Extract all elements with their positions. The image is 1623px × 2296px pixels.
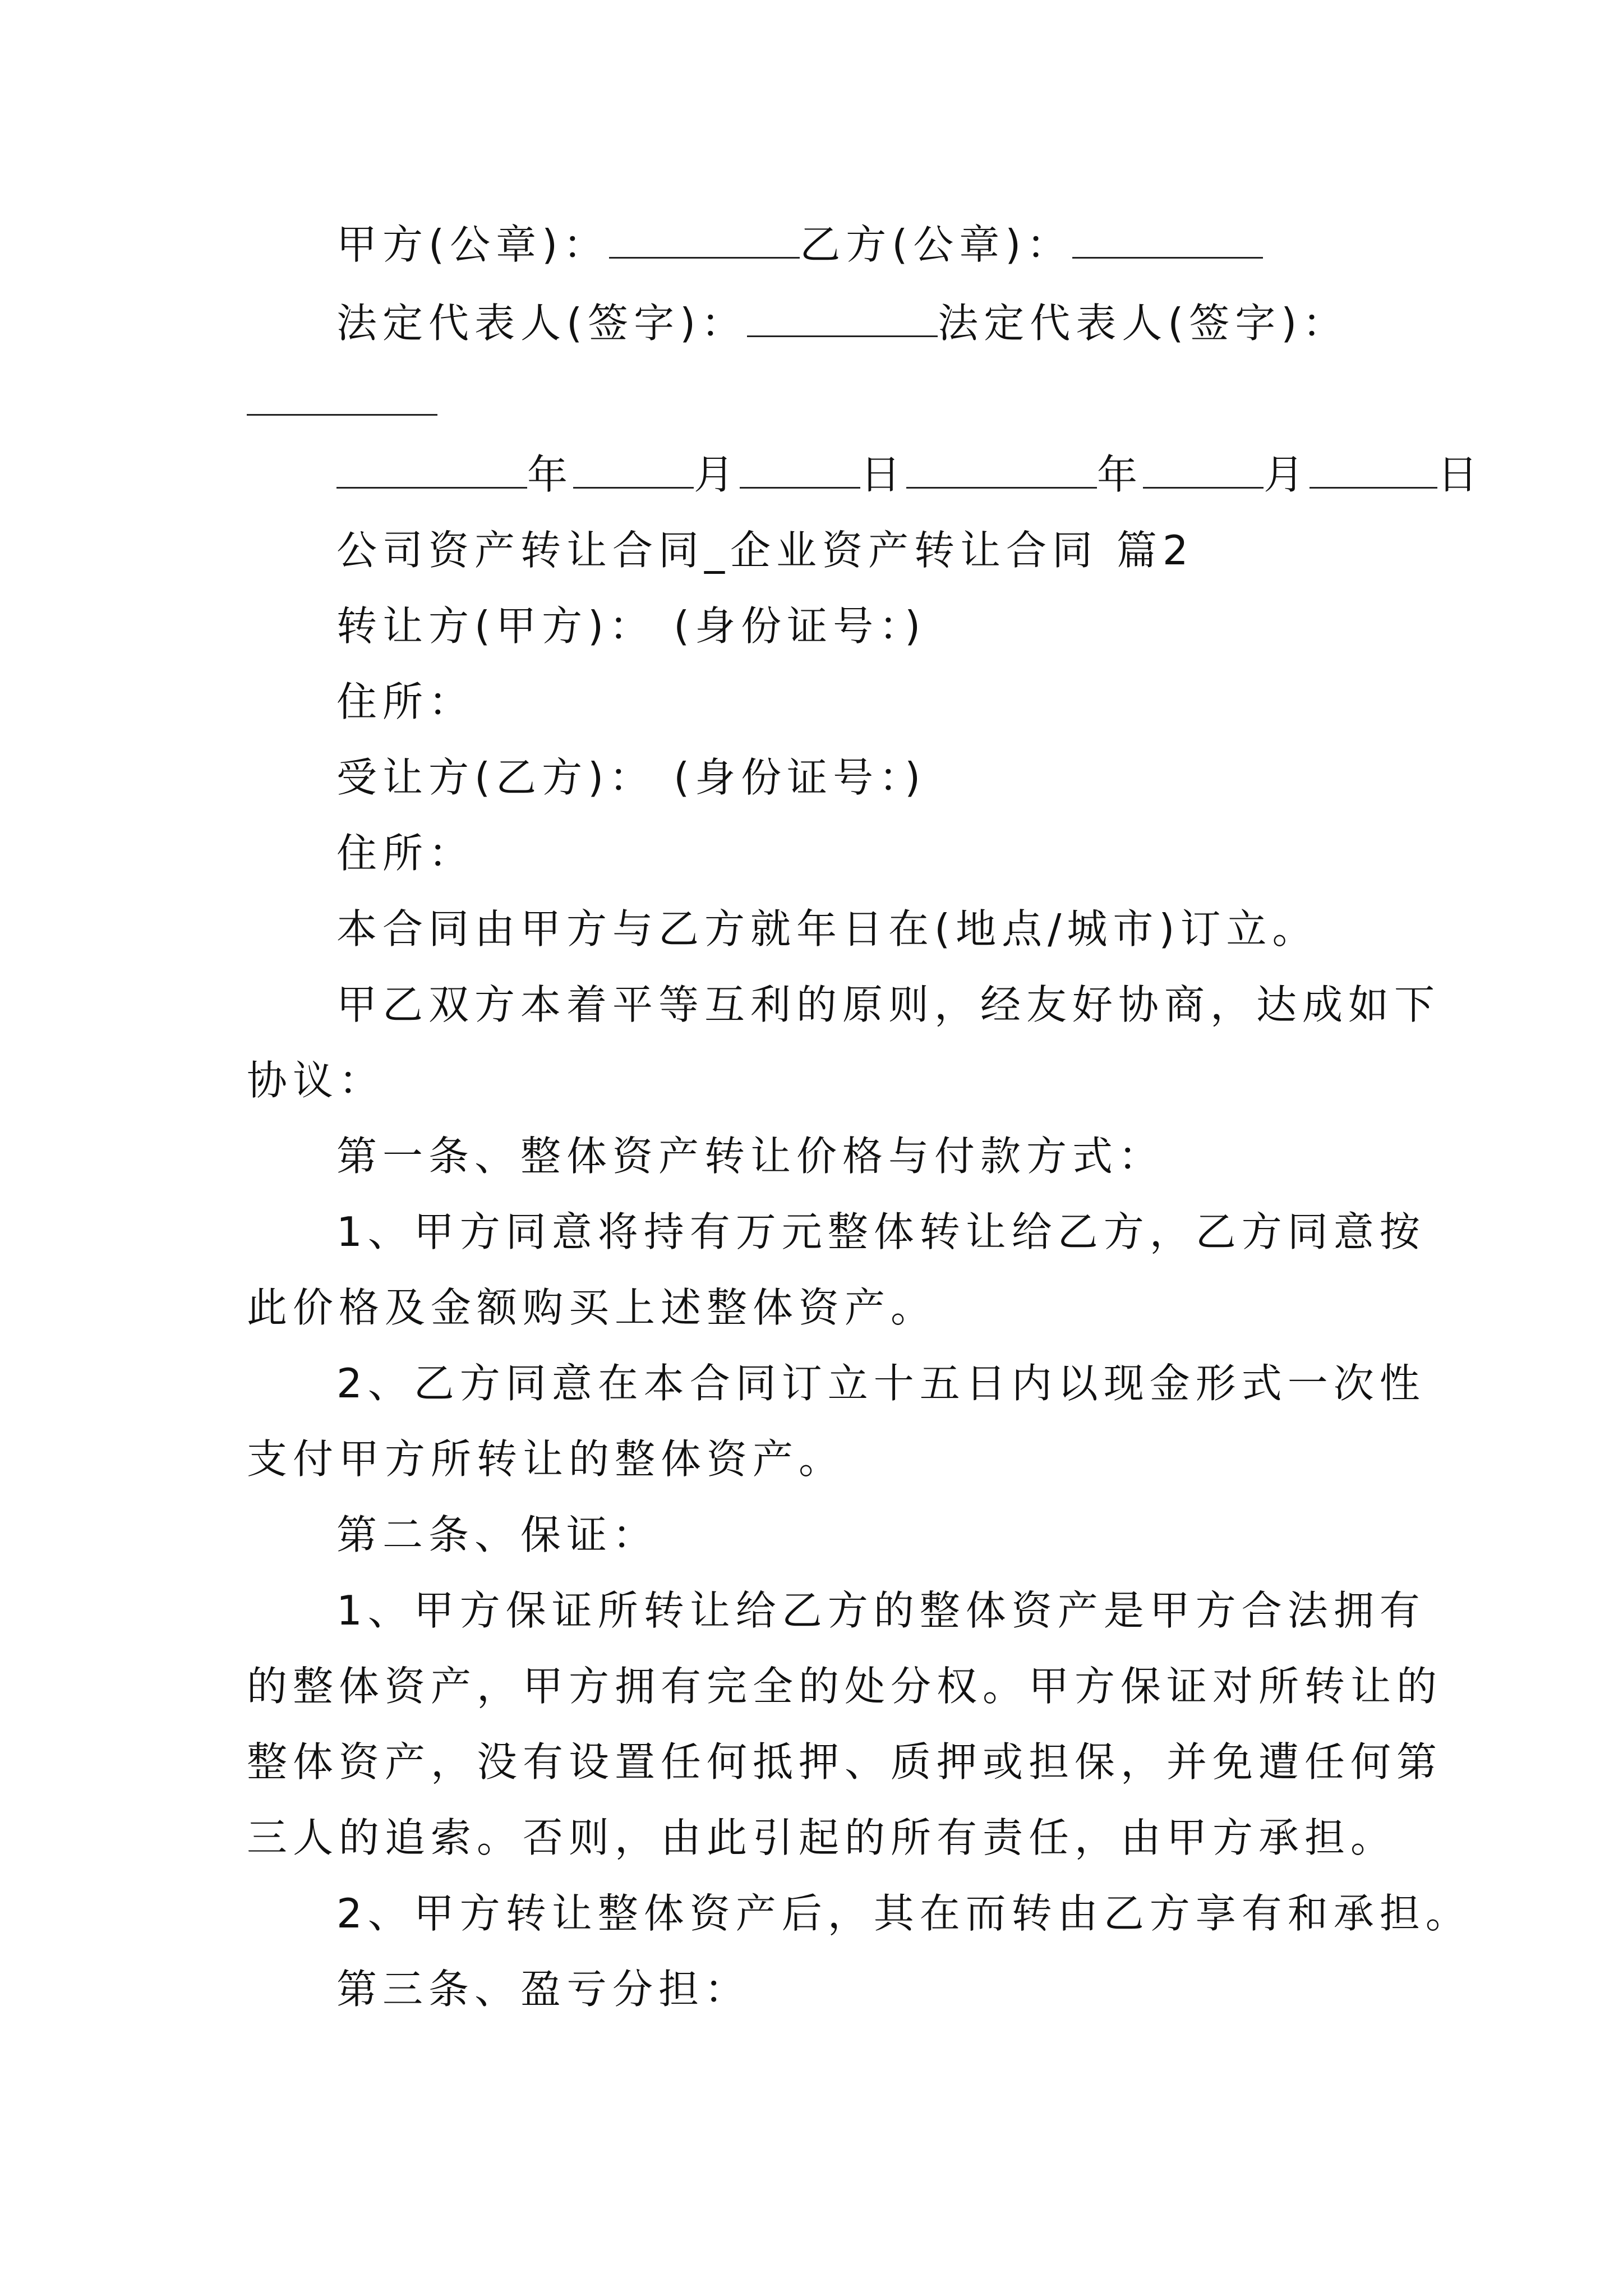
- party-a-seal-blank[interactable]: [609, 218, 800, 259]
- legal-rep-continuation: [247, 374, 437, 430]
- party-a-seal-label: 甲方(公章)：: [336, 221, 610, 268]
- legal-rep-a-blank[interactable]: [747, 296, 938, 337]
- article-1-item-1-line-1: 1、甲方同意将持有万元整体转让给乙方，乙方同意按: [336, 1208, 1426, 1255]
- article-2-item-1-line-4: 三人的追索。否则，由此引起的所有责任，由甲方承担。: [247, 1814, 1397, 1861]
- date-a-year-blank[interactable]: [336, 448, 527, 489]
- legal-rep-b-blank[interactable]: [247, 375, 437, 416]
- date-a-day: 日: [860, 451, 907, 498]
- legal-rep-b-label: 法定代表人(签字)：: [938, 300, 1349, 347]
- date-b-year: 年: [1097, 451, 1144, 498]
- date-b-day: 日: [1437, 451, 1484, 498]
- article-2-title: 第二条、保证：: [336, 1511, 659, 1558]
- article-1-title: 第一条、整体资产转让价格与付款方式：: [336, 1133, 1165, 1180]
- contract-intro: 本合同由甲方与乙方就年日在(地点/城市)订立。: [336, 905, 1318, 953]
- principle-line-2: 协议：: [247, 1057, 385, 1104]
- date-b-month: 月: [1264, 451, 1310, 498]
- seal-line: [336, 217, 1263, 273]
- section-title: 公司资产转让合同_企业资产转让合同 篇2: [336, 527, 1194, 574]
- article-3-title: 第三条、盈亏分担：: [336, 1966, 751, 2013]
- transferor-line: 转让方(甲方)： (身份证号：): [336, 602, 926, 650]
- date-a-month-blank[interactable]: [573, 448, 694, 489]
- article-1-item-2-line-1: 2、乙方同意在本合同订立十五日内以现金形式一次性: [336, 1360, 1426, 1407]
- legal-rep-line: [336, 295, 1348, 351]
- date-b-month-blank[interactable]: [1143, 448, 1264, 489]
- article-2-item-1-line-1: 1、甲方保证所转让给乙方的整体资产是甲方合法拥有: [336, 1587, 1426, 1634]
- legal-rep-a-label: 法定代表人(签字)：: [336, 300, 748, 347]
- date-b-year-blank[interactable]: [906, 448, 1097, 489]
- date-a-year: 年: [527, 451, 574, 498]
- article-2-item-2-line-1: 2、甲方转让整体资产后，其在而转由乙方享有和承担。: [336, 1890, 1472, 1937]
- article-2-item-1-line-3: 整体资产，没有设置任何抵押、质押或担保，并免遭任何第: [247, 1738, 1443, 1786]
- article-1-item-1-line-2: 此价格及金额购买上述整体资产。: [247, 1284, 937, 1331]
- party-b-seal-blank[interactable]: [1072, 218, 1263, 259]
- date-a-month: 月: [694, 451, 740, 498]
- date-line: [336, 447, 1483, 503]
- transferor-address: 住所：: [336, 678, 475, 725]
- transferee-address: 住所：: [336, 830, 475, 877]
- article-1-item-2-line-2: 支付甲方所转让的整体资产。: [247, 1435, 845, 1483]
- party-b-seal-label: 乙方(公章)：: [800, 221, 1073, 268]
- article-2-item-1-line-2: 的整体资产，甲方拥有完全的处分权。甲方保证对所转让的: [247, 1663, 1443, 1710]
- transferee-line: 受让方(乙方)： (身份证号：): [336, 754, 926, 801]
- date-b-day-blank[interactable]: [1310, 448, 1437, 489]
- principle-line-1: 甲乙双方本着平等互利的原则，经友好协商，达成如下: [336, 981, 1441, 1028]
- date-a-day-blank[interactable]: [740, 448, 860, 489]
